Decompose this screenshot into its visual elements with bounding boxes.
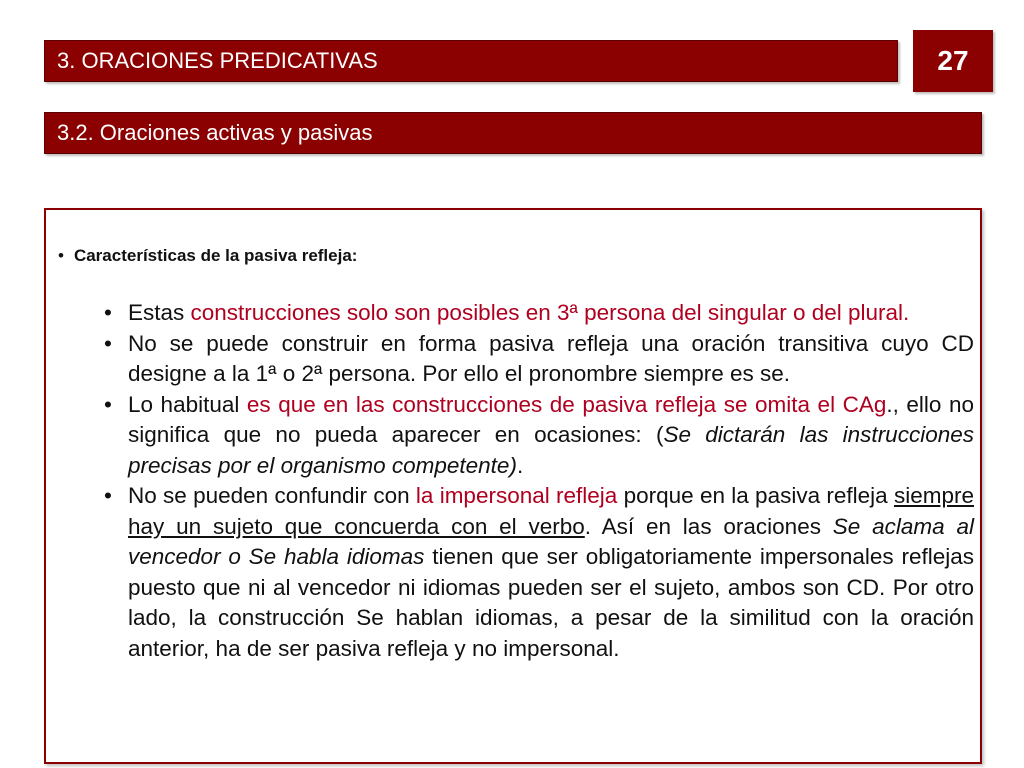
text-segment: .	[516, 452, 524, 478]
subsection-title-bar	[44, 112, 982, 154]
list-item	[102, 298, 974, 329]
subsection-title: 3.2. Oraciones activas y pasivas	[57, 120, 373, 145]
section-title: 3. ORACIONES PREDICATIVAS	[57, 48, 378, 73]
characteristics-list	[102, 298, 974, 664]
example-text: Se dictarán las instrucciones precisas por el organismo competente)	[128, 422, 974, 478]
section-title-bar	[44, 40, 898, 82]
content-box	[44, 208, 982, 764]
list-bullet: •	[104, 300, 112, 325]
highlighted-text: es que en las construcciones de pasiva refleja se omita el CAg	[246, 391, 887, 417]
list-item	[102, 481, 974, 664]
example-text: Se aclama al vencedor o Se habla idiomas	[128, 513, 974, 569]
underlined-text: siempre hay un sujeto que concuerda con el verbo	[128, 483, 974, 539]
list-bullet: •	[104, 391, 112, 417]
list-item	[102, 390, 974, 482]
text-segment: porque en la pasiva refleja	[617, 483, 894, 508]
list-bullet: •	[104, 483, 112, 508]
heading-bullet: •	[58, 246, 64, 265]
list-item	[102, 329, 974, 390]
text-segment: No se puede construir en forma pasiva refleja una oración transitiva cuyo CD designe a la 1ª o 2ª persona. Por ello el pronombre siempre es se.	[128, 330, 974, 386]
text-segment: Lo habitual	[128, 391, 247, 417]
characteristics-heading	[58, 246, 357, 266]
text-segment: No se pueden confundir con	[128, 483, 416, 508]
text-segment: . Así en las oraciones	[584, 513, 833, 539]
heading-text: Características de la pasiva refleja:	[73, 246, 358, 265]
page-number: 27	[937, 45, 969, 76]
list-bullet: •	[104, 330, 112, 356]
highlighted-text: la impersonal refleja	[415, 483, 618, 508]
text-segment: Estas	[128, 300, 191, 325]
text-segment: tienen que ser obligatoriamente impersonales reflejas puesto que ni al vencedor ni idiomas pueden ser el sujeto, ambos son CD. Por otro lado, la construcción Se hablan idiomas, a pesar de la similitud con la oración anterior, ha de ser pasiva refleja y no impersonal.	[128, 544, 974, 661]
highlighted-text: construcciones solo son posibles en 3ª persona del singular o del plural.	[190, 300, 910, 325]
page-number-badge	[913, 30, 993, 92]
text-segment: ., ello no significa que no pueda aparecer en ocasiones: (	[128, 391, 974, 447]
